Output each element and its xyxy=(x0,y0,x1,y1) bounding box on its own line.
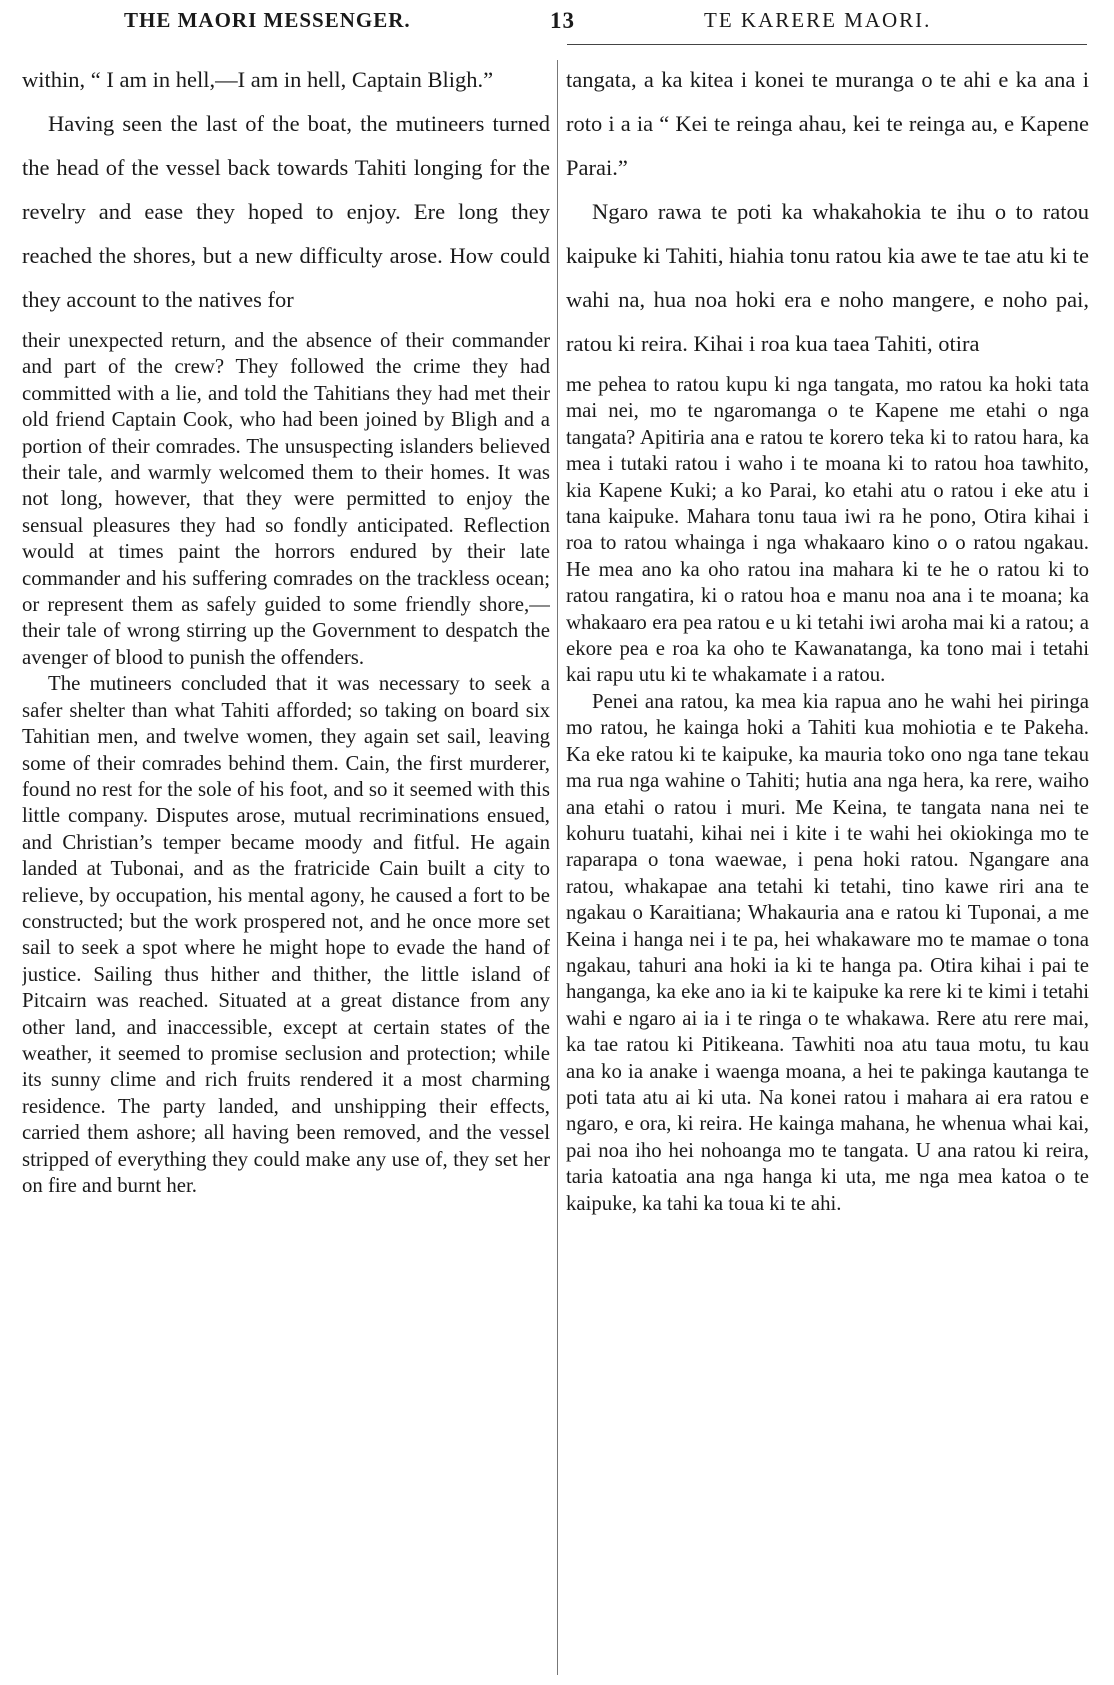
header-maori-title: TE KARERE MAORI. xyxy=(704,8,932,32)
english-paragraph-1: within, “ I am in hell,—I am in hell, Captain Bligh.” xyxy=(22,67,494,92)
page-header xyxy=(0,0,1114,40)
header-rule xyxy=(567,44,1087,45)
maori-column xyxy=(566,58,1089,1678)
column-divider xyxy=(557,60,558,1675)
english-paragraph-2: Having seen the last of the boat, the mutineers turned the head of the vessel back towards Tahiti longing for the revelry and ease they hoped to enjoy. Ere long they reached the shores, but a new difficulty arose. How could they account to the natives for xyxy=(22,111,550,312)
english-paragraph-4: The mutineers concluded that it was necessary to seek a safer shelter than what Tahiti afforded; so taking on board six Tahitian men, and twelve women, they again set sail, leaving some of their comrades behind them. Cain, the first murderer, found no rest for the sole of his foot, and so it seemed with this little company. Disputes arose, mutual recriminations ensued, and Christian’s temper became moody and fitful. He again landed at Tubonai, and as the fratricide Cain built a city to relieve, by occupation, his mental agony, he caused a fort to be constructed; but the work prospered not, and he once more set sail to seek a spot where he might hope to evade the hand of justice. Sailing thus hither and thither, the little island of Pitcairn was reached. Situated at a great distance from any other land, and inaccessible, except at certain states of the weather, it seemed to promise seclusion and protection; while its sunny clime and rich fruits rendered it a most charming residence. The party landed, and unshipping their effects, carried them ashore; all having been removed, and the vessel stripped of everything they could make any use of, they set her on fire and burnt her. xyxy=(22,672,550,1197)
maori-paragraph-4: Penei ana ratou, ka mea kia rapua ano he wahi hei piringa mo ratou, he kainga hoki a Tahiti kua mohiotia e te Pakeha. Ka eke ratou ki te kaipuke, ka mauria toko ono nga tane tekau ma rua nga wahine o Tahiti; hutia ana nga hera, ka rere, waiho ana etahi o ratou i muri. Me Keina, te tangata nana nei te kohuru tuatahi, kihai nei i kite i te wahi hei okiokinga mo te raparapa o tona waewae, i pena hoki ratou. Ngangare ana ratou, whakapae ana tetahi ki tetahi, tino kawe riri ana te ngakau o Karaitiana; Whakauria ana e ratou ki Tuponai, a me Keina i hanga nei i te pa, hei whakaware mo te mamae o tona ngakau, tahuri ana hoki ia ki te hanga pa. Otira kihai i pai te hanganga, ka eke ano ia ki te kaipuke ka rere ki te kimi i tetahi wahi e ngaro ai ia i te ringa o te whakawa. Rere atu rere mai, ka tae ratou ki Pitikeana. Tawhiti noa atu taua motu, tu kau ana ko ia anake i waenga moana, a hei te pakinga kautanga te poti tata atu ai ki uta. Na konei ratou i mahara ai era ratou e ngaro, e ora, ki reira. He kainga mahana, he whenua whai kai, pai noa iho hei nohoanga mo te tangata. U ana ratou ki reira, taria katoatia ana nga hanga ki uta, me nga mea katoa o te kaipuke, ka tahi ka toua ki te ahi. xyxy=(566,689,1089,1215)
english-paragraph-3: their unexpected return, and the absence of their commander and part of the crew? They followed the crime they had committed with a lie, and told the Tahitians they had met their old friend Captain Cook, who had been joined by Bligh and a portion of their comrades. The unsuspecting islanders believed their tale, and warmly welcomed them to their homes. It was not long, however, that they were permitted to enjoy the sensual pleasures they had so fondly anticipated. Reflection would at times paint the horrors endured by their late commander and his suffering comrades on the trackless ocean; or represent them as safely guided to some friendly shore,—their tale of wrong stirring up the Government to despatch the avenger of blood to punish the offenders. xyxy=(22,329,550,669)
maori-paragraph-2: Ngaro rawa te poti ka whakahokia te ihu o to ratou kaipuke ki Tahiti, hiahia tonu ratou kia awe te tae atu ki te wahi na, hua noa hoki era e noho mangere, e noho pai, ratou ki reira. Kihai i roa kua taea Tahiti, otira xyxy=(566,199,1089,356)
maori-paragraph-3: me pehea to ratou kupu ki nga tangata, mo ratou ka hoki tata mai nei, mo te ngaromanga o te Kapene me etahi o nga tangata? Apitiria ana e ratou te korero teka ki to ratou hara, ka mea i tutaki ratou i waho i te moana ki to ratou hoa tawhito, kia Kapene Kuki; a ko Parai, ko etahi atu o ratou i eke atu i tana kaipuke. Mahara tonu taua iwi ra he pono, Otira kihai i roa to ratou whainga i nga whakaaro kino o o ratou ngakau. He mea ano ka oho ratou ina mahara ki te he o ratou ki to ratou rangatira, ki o ratou hoa e manu noa ana i te moana; ka whakaaro era pea ratou e u ki tetahi iwi aroha mai ki a ratou; a ekore pea e roa ka oho te Kawanatanga, ka tono mai i tetahi kai rapu utu ki te whakamate i a ratou. xyxy=(566,373,1089,687)
page-number: 13 xyxy=(550,8,575,33)
maori-paragraph-1: tangata, a ka kitea i konei te muranga o te ahi e ka ana i roto i a ia “ Kei te reinga ahau, kei te reinga au, e Kapene Parai.” xyxy=(566,67,1089,180)
header-english-title: THE MAORI MESSENGER. xyxy=(124,8,411,32)
english-column xyxy=(22,58,550,1678)
